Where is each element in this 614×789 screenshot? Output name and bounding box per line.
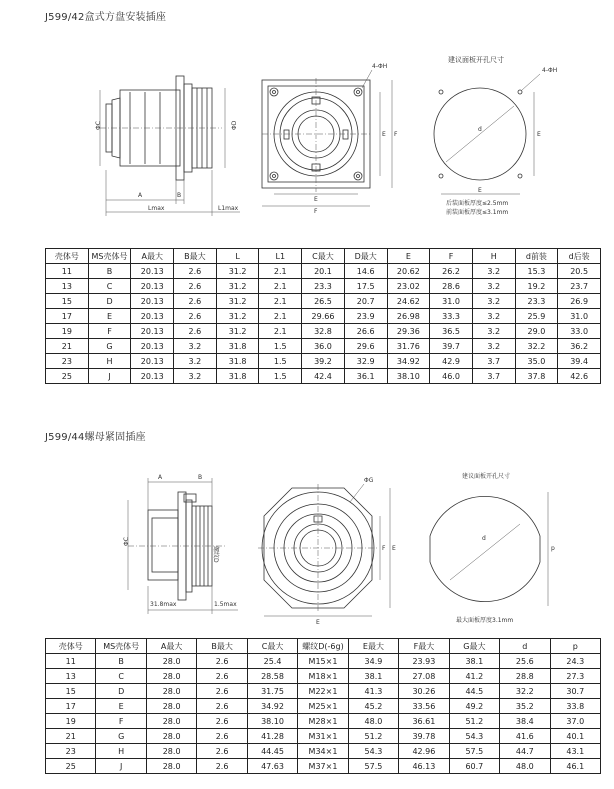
column-header: E最大: [348, 639, 398, 654]
table-cell: 23.9: [344, 309, 387, 324]
table-cell: 28.6: [430, 279, 473, 294]
table-cell: 11: [46, 654, 96, 669]
table-cell: 36.1: [344, 369, 387, 384]
table-cell: 39.7: [430, 339, 473, 354]
table-cell: 33.8: [550, 699, 600, 714]
table-cell: 30.7: [550, 684, 600, 699]
table-cell: 29.6: [344, 339, 387, 354]
table-cell: 45.2: [348, 699, 398, 714]
label-A: A: [138, 192, 143, 199]
table-cell: M22×1: [298, 684, 348, 699]
label2-F-vert: F: [382, 545, 386, 552]
table-cell: 38.1: [449, 654, 499, 669]
table-cell: E: [88, 309, 131, 324]
column-header: MS壳体号: [88, 249, 131, 264]
table-cell: 48.0: [500, 759, 550, 774]
table-cell: 31.2: [216, 264, 259, 279]
table-cell: 2.6: [174, 309, 217, 324]
label-F-vert: F: [394, 131, 398, 138]
column-header: d: [500, 639, 550, 654]
table-row: [46, 714, 601, 729]
table-cell: M34×1: [298, 744, 348, 759]
table-cell: 20.13: [131, 339, 174, 354]
table-cell: 17: [46, 699, 96, 714]
label2-p: p: [551, 545, 555, 552]
table-cell: 39.2: [302, 354, 345, 369]
label2-B: B: [198, 474, 203, 481]
table-cell: 26.2: [430, 264, 473, 279]
table-cell: 25: [46, 759, 96, 774]
table-cell: 39.4: [558, 354, 601, 369]
label-F: F: [314, 208, 318, 215]
table-cell: 60.7: [449, 759, 499, 774]
table-row: [46, 654, 601, 669]
table-cell: 25: [46, 369, 89, 384]
table-cell: 13: [46, 669, 96, 684]
note-panel-thickness: 最大面板厚度3.1mm: [456, 617, 514, 624]
table-cell: 19: [46, 324, 89, 339]
table-cell: 2.6: [197, 729, 247, 744]
table-cell: 21: [46, 729, 96, 744]
table-cell: B: [88, 264, 131, 279]
table-cell: 54.3: [449, 729, 499, 744]
table-cell: 38.10: [247, 714, 297, 729]
table-cell: 44.45: [247, 744, 297, 759]
column-header: MS壳体号: [96, 639, 146, 654]
label2-dim31: 31.8max: [150, 601, 177, 608]
column-header: A最大: [146, 639, 196, 654]
table-cell: 15: [46, 294, 89, 309]
table-cell: 27.3: [550, 669, 600, 684]
table-cell: F: [96, 714, 146, 729]
table-cell: 28.0: [146, 684, 196, 699]
table-cell: E: [96, 699, 146, 714]
table-cell: 48.0: [348, 714, 398, 729]
section2-table-body: [46, 654, 601, 774]
table-cell: 41.3: [348, 684, 398, 699]
table-cell: 13: [46, 279, 89, 294]
table-cell: 38.4: [500, 714, 550, 729]
table-cell: 27.08: [399, 669, 449, 684]
table-cell: 36.5: [430, 324, 473, 339]
table-cell: 3.2: [174, 369, 217, 384]
column-header: p: [550, 639, 600, 654]
table-cell: 20.1: [302, 264, 345, 279]
column-header: B最大: [174, 249, 217, 264]
table-cell: 20.13: [131, 264, 174, 279]
table-cell: 51.2: [449, 714, 499, 729]
section1-spec-table: [45, 248, 601, 384]
table-cell: 33.0: [558, 324, 601, 339]
column-header: L1: [259, 249, 302, 264]
column-header: D最大: [344, 249, 387, 264]
table-cell: 2.6: [197, 759, 247, 774]
table-cell: 57.5: [348, 759, 398, 774]
table-cell: 17.5: [344, 279, 387, 294]
table-cell: 19: [46, 714, 96, 729]
table-cell: 41.2: [449, 669, 499, 684]
table-cell: 2.6: [174, 279, 217, 294]
table-cell: 42.96: [399, 744, 449, 759]
column-header: C最大: [247, 639, 297, 654]
table-cell: 31.8: [216, 339, 259, 354]
table-cell: 2.1: [259, 294, 302, 309]
label2-phiC: ΦC: [123, 537, 130, 546]
label2-thread: 螺纹D: [212, 546, 219, 563]
table-cell: 25.6: [500, 654, 550, 669]
table-cell: 42.9: [430, 354, 473, 369]
label-L1max: L1max: [218, 205, 239, 212]
table-cell: 23: [46, 744, 96, 759]
label-E-panel: E: [478, 187, 482, 194]
table-cell: C: [96, 669, 146, 684]
table-cell: 32.8: [302, 324, 345, 339]
label2-E: E: [316, 619, 320, 626]
label-E-panel-vert: E: [537, 131, 541, 138]
table-cell: 2.6: [197, 714, 247, 729]
table-row: [46, 264, 601, 279]
table-cell: 31.2: [216, 309, 259, 324]
section1-table-body: [46, 264, 601, 384]
label2-E-vert: E: [392, 545, 396, 552]
table-cell: 3.7: [472, 369, 515, 384]
table-cell: 46.13: [399, 759, 449, 774]
table-cell: M18×1: [298, 669, 348, 684]
table-cell: 21: [46, 339, 89, 354]
table-cell: 23: [46, 354, 89, 369]
label-B: B: [177, 192, 182, 199]
column-header: G最大: [449, 639, 499, 654]
column-header: 螺纹D(-6g): [298, 639, 348, 654]
table-cell: 42.6: [558, 369, 601, 384]
label-phiD: ΦD: [231, 120, 238, 130]
label-4phiH: 4-ΦH: [372, 63, 388, 70]
section2-drawings: [0, 440, 614, 630]
table-cell: 26.6: [344, 324, 387, 339]
table-cell: 46.0: [430, 369, 473, 384]
column-header: d前装: [515, 249, 558, 264]
table-cell: 33.56: [399, 699, 449, 714]
table-cell: D: [96, 684, 146, 699]
table-cell: 41.28: [247, 729, 297, 744]
table-cell: F: [88, 324, 131, 339]
table-cell: 36.2: [558, 339, 601, 354]
table-cell: 29.0: [515, 324, 558, 339]
table-cell: 2.1: [259, 324, 302, 339]
table-cell: 28.0: [146, 669, 196, 684]
table-cell: 34.92: [247, 699, 297, 714]
section1-drawings: [0, 0, 614, 245]
table-cell: 23.3: [515, 294, 558, 309]
table-cell: 24.62: [387, 294, 430, 309]
column-header: d后装: [558, 249, 601, 264]
table-cell: 42.4: [302, 369, 345, 384]
table-row: [46, 669, 601, 684]
table-cell: 31.8: [216, 354, 259, 369]
table-cell: 36.0: [302, 339, 345, 354]
table-cell: 37.0: [550, 714, 600, 729]
table-cell: 25.4: [247, 654, 297, 669]
table-cell: 34.92: [387, 354, 430, 369]
label2-dim15: 1.5max: [214, 601, 237, 608]
table-cell: 35.2: [500, 699, 550, 714]
column-header: F最大: [399, 639, 449, 654]
panel-caption-2: 建议面板开孔尺寸: [462, 473, 511, 480]
table-cell: 17: [46, 309, 89, 324]
table-cell: 15.3: [515, 264, 558, 279]
table-cell: M25×1: [298, 699, 348, 714]
table-cell: 28.0: [146, 654, 196, 669]
table-cell: 31.0: [430, 294, 473, 309]
panel-cutout-drawing-2: [430, 496, 540, 601]
table-cell: 3.2: [472, 309, 515, 324]
table-row: [46, 294, 601, 309]
column-header: H: [472, 249, 515, 264]
note-back-panel: 后装面板厚度≤2.5mm: [446, 200, 509, 207]
label-4phiH-panel: 4-ΦH: [542, 67, 558, 74]
section2-spec-table: [45, 638, 601, 774]
label2-d: d: [482, 535, 486, 542]
table-cell: 57.5: [449, 744, 499, 759]
table-cell: 28.0: [146, 699, 196, 714]
table-cell: 1.5: [259, 339, 302, 354]
column-header: C最大: [302, 249, 345, 264]
table-cell: 2.6: [197, 654, 247, 669]
table-cell: 2.1: [259, 279, 302, 294]
table-cell: 28.0: [146, 744, 196, 759]
table-cell: 20.13: [131, 279, 174, 294]
table-cell: 23.3: [302, 279, 345, 294]
table-cell: 31.76: [387, 339, 430, 354]
table-cell: 28.8: [500, 669, 550, 684]
table-cell: 38.1: [348, 669, 398, 684]
column-header: B最大: [197, 639, 247, 654]
table-cell: 30.26: [399, 684, 449, 699]
table-cell: 54.3: [348, 744, 398, 759]
table-cell: 1.5: [259, 354, 302, 369]
table-cell: 26.9: [558, 294, 601, 309]
table-cell: M31×1: [298, 729, 348, 744]
table-cell: G: [96, 729, 146, 744]
table-cell: 26.5: [302, 294, 345, 309]
table-row: [46, 369, 601, 384]
table-cell: 44.5: [449, 684, 499, 699]
table-cell: 36.61: [399, 714, 449, 729]
table-cell: D: [88, 294, 131, 309]
table-cell: 33.3: [430, 309, 473, 324]
table-cell: 2.6: [197, 684, 247, 699]
table-cell: H: [88, 354, 131, 369]
table-cell: 32.2: [515, 339, 558, 354]
table-cell: 23.7: [558, 279, 601, 294]
table-cell: 20.13: [131, 354, 174, 369]
table-cell: 35.0: [515, 354, 558, 369]
table-cell: 2.6: [197, 744, 247, 759]
table-cell: 3.2: [472, 294, 515, 309]
table-cell: 20.13: [131, 294, 174, 309]
table-cell: M28×1: [298, 714, 348, 729]
table-cell: 2.1: [259, 264, 302, 279]
table-cell: 3.2: [472, 324, 515, 339]
table-cell: 20.62: [387, 264, 430, 279]
label2-phiG: ΦG: [364, 477, 374, 484]
table-cell: G: [88, 339, 131, 354]
table-cell: 20.13: [131, 324, 174, 339]
table-row: [46, 324, 601, 339]
column-header: 壳体号: [46, 639, 96, 654]
table-cell: 23.02: [387, 279, 430, 294]
table-cell: 43.1: [550, 744, 600, 759]
column-header: L: [216, 249, 259, 264]
table-cell: 2.1: [259, 309, 302, 324]
table-row: [46, 279, 601, 294]
table-cell: 14.6: [344, 264, 387, 279]
table-cell: M15×1: [298, 654, 348, 669]
table-cell: 2.6: [174, 264, 217, 279]
table-cell: 47.63: [247, 759, 297, 774]
table-cell: 31.75: [247, 684, 297, 699]
label-E-vert: E: [382, 131, 386, 138]
table-cell: 28.0: [146, 714, 196, 729]
table-cell: 29.36: [387, 324, 430, 339]
table-cell: 40.1: [550, 729, 600, 744]
table-cell: 41.6: [500, 729, 550, 744]
table-row: [46, 684, 601, 699]
table-row: [46, 339, 601, 354]
table-cell: B: [96, 654, 146, 669]
table-cell: 2.6: [197, 699, 247, 714]
table-cell: J: [88, 369, 131, 384]
table-cell: 23.93: [399, 654, 449, 669]
table-row: [46, 354, 601, 369]
table-cell: 3.2: [174, 354, 217, 369]
table-cell: 49.2: [449, 699, 499, 714]
table-cell: 20.13: [131, 309, 174, 324]
label-d: d: [478, 126, 482, 133]
label2-A: A: [158, 474, 163, 481]
table-cell: 37.8: [515, 369, 558, 384]
table-row: [46, 699, 601, 714]
table-cell: 51.2: [348, 729, 398, 744]
table-row: [46, 759, 601, 774]
table-cell: 19.2: [515, 279, 558, 294]
table-cell: 28.0: [146, 729, 196, 744]
table-cell: 29.66: [302, 309, 345, 324]
column-header: F: [430, 249, 473, 264]
table-cell: 25.9: [515, 309, 558, 324]
label-Lmax: Lmax: [148, 205, 165, 212]
table-cell: J: [96, 759, 146, 774]
table-cell: H: [96, 744, 146, 759]
table-cell: 20.7: [344, 294, 387, 309]
table-cell: 28.58: [247, 669, 297, 684]
table-cell: 3.2: [174, 339, 217, 354]
table-cell: 15: [46, 684, 96, 699]
table-cell: 31.8: [216, 369, 259, 384]
table-cell: 31.2: [216, 324, 259, 339]
table-cell: 20.5: [558, 264, 601, 279]
table-header-row: [46, 249, 601, 264]
column-header: A最大: [131, 249, 174, 264]
table-cell: 32.9: [344, 354, 387, 369]
table-row: [46, 309, 601, 324]
column-header: 壳体号: [46, 249, 89, 264]
table-cell: 3.2: [472, 279, 515, 294]
table-cell: 2.6: [174, 324, 217, 339]
column-header: E: [387, 249, 430, 264]
table-cell: 24.3: [550, 654, 600, 669]
table-cell: 38.10: [387, 369, 430, 384]
table-cell: 11: [46, 264, 89, 279]
table-cell: 2.6: [197, 669, 247, 684]
table-cell: 3.2: [472, 264, 515, 279]
table-cell: 34.9: [348, 654, 398, 669]
label-E: E: [314, 196, 318, 203]
note-front-panel: 前装面板厚度≤3.1mm: [446, 209, 509, 216]
table-cell: C: [88, 279, 131, 294]
table-cell: 31.2: [216, 294, 259, 309]
table-cell: 28.0: [146, 759, 196, 774]
label-phiC: ΦC: [95, 121, 102, 130]
table-cell: 26.98: [387, 309, 430, 324]
table-cell: 32.2: [500, 684, 550, 699]
table-header-row: [46, 639, 601, 654]
table-row: [46, 744, 601, 759]
table-cell: 39.78: [399, 729, 449, 744]
table-cell: M37×1: [298, 759, 348, 774]
section1-title: J599/42盒式方盘安装插座: [45, 12, 167, 23]
table-cell: 46.1: [550, 759, 600, 774]
table-cell: 44.7: [500, 744, 550, 759]
table-cell: 3.7: [472, 354, 515, 369]
table-cell: 1.5: [259, 369, 302, 384]
table-row: [46, 729, 601, 744]
table-cell: 20.13: [131, 369, 174, 384]
table-cell: 2.6: [174, 294, 217, 309]
table-cell: 31.2: [216, 279, 259, 294]
section2-title: J599/44螺母紧固插座: [45, 432, 146, 443]
table-cell: 3.2: [472, 339, 515, 354]
table-cell: 31.0: [558, 309, 601, 324]
panel-caption-1: 建议面板开孔尺寸: [448, 56, 504, 64]
